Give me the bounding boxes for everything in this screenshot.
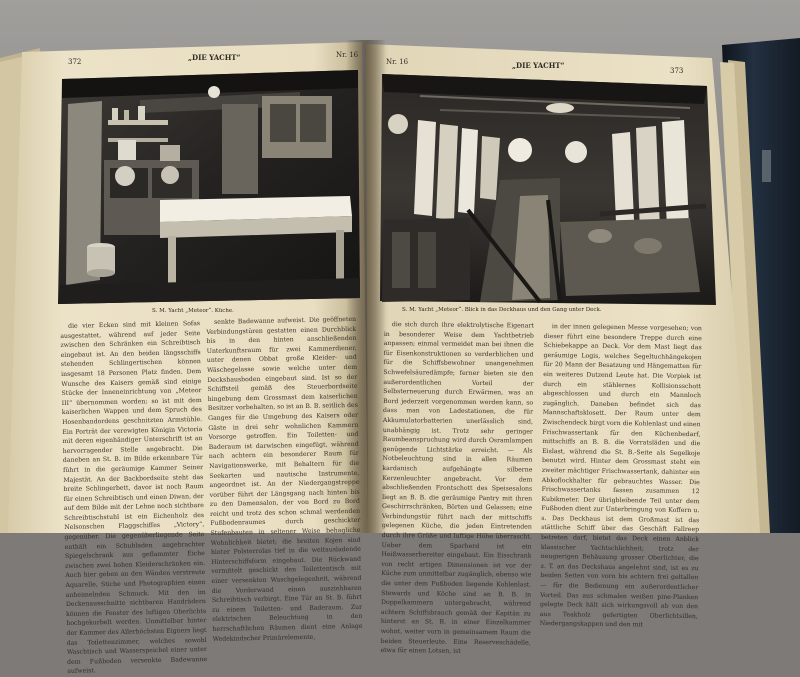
galley-photo [58, 70, 360, 304]
right-column-1 [380, 320, 534, 656]
right-column-2 [539, 322, 702, 629]
left-running-title: „DIE YACHT“ [188, 53, 241, 62]
left-column-1 [60, 319, 208, 676]
right-running-title: „DIE YACHT“ [512, 61, 565, 70]
right-page-number: 373 [670, 67, 684, 75]
deckhouse-photo [380, 74, 716, 305]
left-caption: S. M. Yacht „Meteor“. Küche. [152, 308, 234, 314]
left-issue-number: Nr. 16 [336, 51, 359, 59]
right-col2-text: in der innen gelegenen Messe vorgesehen; von dieser führt eine besondere Treppe durch eine Schiebekappe an Deck. Vor dem Mast liegt das geräumige Logis, welches Segeltuchhängekojen für 20 Mann der Besatzung und Hängematten für ein weiteres Dutzend Leute hat. Die Vorpiek ist durch ein stählernes Kollisionsschott abgeschlossen und durch ein Mannloch zugänglich. Daneben befindet sich das Mannschaftsklosett. Der Raum unter dem Zwischendeck birgt vorn die Kohlenlast und einen Frischwassertank für den Küchenbedarf, mittschiffs an B. B. die Vorratsläden und die Eislast, während die St. B.-Seite als Segelkoje benutzt wird. Hinter dem Grossmast steht ein zweiter mächtiger Frischwassertank, dahinter ein Abkoflockhalter für gebrauchtes Wasser. Die Frischwassertanks fassen zusammen 12 Kubikmeter. Der übrigbleibende Teil unter dem Fußboden dient zur Unterbringung von Koffern u. s. Das Deckhaus ist dem Großmast ist das stättliche Schiff über das Geschäft Fallreep betreten darf, bietet das Deck einen Anblick klassischer Yachtschlichheit; trotz der neugierigen Behäusung grosser Oberlichter, die z. T. an das Deckshaus angelehnt sind, ist es zu beiden Seiten von vorn bis achtern frei geltallen — für die Bedienung ein außerordentlicher Vorteil. Das aus schmalen weißen pine-Planken gelegte Deck hält sich wirkungsvoll ab von den aus Teakholz gefertigten Oberlichtsillen, Niedergangskappen und den mit [539, 323, 702, 629]
left-page-number: 372 [68, 58, 82, 66]
left-column-2 [206, 315, 363, 643]
right-col1-text: die sich durch ihre elektrolytische Eigenart in besonderer Weise dem Yachtbetrieb anpassen; einmal vermeidet man bei ihnen die für Eisenkonstruktionen so verderblichen und für die Schiffsbewohner unangenehmen Schwefelsäuredämpfe; ferner bieten sie den außerordentlichen Vorteil der Selbsterneuerung durch Erwärmen, was an Bord jederzeit vorgenommen werden kann, so dass man von Ladestationen, die für Akkumulatorbatterien unerlässlich sind, unabhängig ist. Trotz sehr geringer Raumbeanspruchung wird durch Osramlampen genügende Lichtstärke erreicht. — Als Notbeleuchtung sind in allen Räumen kardanisch aufgehängte silberne Kerzenleuchter angebracht. Vor dem abschließenden Frontschott des Speisesalons liegt an B. B. die geräumige Pantry mit ihren Geschirrschränken, Börten und Gelassen; eine Verbindungstür führt nach der mittschiffs gelegenen Küche, die jeden Eintretenden durch ihre Größe und luftige Höhe überrascht. Ueber dem Sparherd ist ein Heißwasserbereiter eingebaut. Ein Eisschrank von recht artigen Dimensionen ist vor der Küche zum unmittelbar zugänglich, ebenso wie die unter dem Fußboden liegende Kohlenlast. Stewards und Köche sind an B. B. in Doppelkammern untergebracht, während achtern Schiffsbrauch gemäß der Kapitän zu hinterst an St. B. in einer Einzelkammer wohnt, weiter vorn in gemeinsamem Raum die beiden Steuerleute. Eine Reserveschädelle, etwa für einen Lotsen, ist [380, 321, 534, 656]
right-caption: S. M. Yacht „Meteor“. Blick in das Deckhaus und den Gang unter Deck. [402, 307, 602, 313]
left-col2-text: senkte Badewanne aufweist. Die geöffneten Verbindungstüren gestatten einen Durchblick bis in den hinten anschließenden Unterkunftsraum für zwei Kammerdiener, unter denen Obbat große Kleider- und Wäschegelasse sowie welche unter dem Deckshausboden eingebaut sind. Ist so der Schiffsteil gemäß des Steuerbordseite hingebung dem Grossmast dem kaiserlichen Besitzer vorbehalten, so ist an B. B. seitlich des Ganges für die Umgebung des Kaisers oder Gäste in drei sehr wohnlichen Kammern Vorsorge getroffen. Ein Toiletten- und Baderaum ist darwischen eingefügt, während nach achtern ein besonderer Raum für Navigationswerke, mit Behaltern für die Seekarten und nautische Instrumente, angeordnet ist. An der Niedergangstreppe vorüber führt der Längsgang nach hinten bis zu den Damensalon, der von Bord zu Bord reicht und trotz des schon schmal werdenden Fußbodenraumes durch geschickter Stufenbauten in seltener Weise behagliche Wohnlichkeit bietet; die breiten Kojen sind hinter Polsterrolas tief in die weitausladende Hinterschiffsform eingebaut. Die Rückwand vermittelt geschickt den Toilettentisch mit einer versenkten Waschgelegenheit, während die Vorderwand einen ausziehbaren Schreibtisch verbirgt. Eine Tür an St. B. führt zu einem Toiletten- und Baderaum. Zur elektrischen Beleuchtung in den herrschaftlichen Räumen dient eine Anlage Wedekindscher Primärelemente, [206, 315, 363, 643]
right-issue-number: Nr. 16 [386, 58, 409, 66]
left-col1-text: die vier Ecken sind mit kleinen Sofas ausgestattet, während auf jeder Seite zwischen den Schränken ein Schreibtisch eingebaut ist. An den beiden längsschiffs stehenden Schlingertischen können insgesamt 18 Personen Platz finden. Dem Wunsche des Kaisers gemäß sind einige Stücke der Inneneinrichtung von „Meteor III“ übernommen worden; so ist mit dem kaiserlichen Wappen und dem Spruch des Hosenbandordens geschnitzten Armstühle. Ein Porträt der verewigten Königin Victoria mit deren eigenhändiger Unterschrift ist an hervorragender Stelle angebracht. Die daneben an St. B. im Bilde erkennbare Tür führt in die geräumige Kammer Seiner Majestät. An der Backbordseite steht das breite Schlingerbett, davor ist noch Raum für einen Schreibtisch und einen Diwan, der auf dem Bilde mit der Lehne noch sichtbare Schreibtischstuhl ist ein Eichenholz des Nelsonschen Flaggschiffes „Victory“, gegenüber. Die gegenüberliegende Seite enthält ein Schubladen angebrachter Spiegelschrank aus geflammter Eiche zwischen zwei hohen Kleiderschränken ein. Auch hier geben an den Wänden verstreute Aquarelle, Stiche und Photographien einen anheimelnden Schmuck. Mit den im Deckenausschnitte sichtbaren Handrädern können die Fenster des luftigen Oberlichts hochgekurbelt werden. Unmittelbar hinter der Kammer des Allerhöchsten Eigners liegt das Toilettenzimmer, welches sowohl Waschtisch und Wasserspeichel einer unter dem Fußboden versenkte Badewanne aufweist. [60, 320, 208, 676]
